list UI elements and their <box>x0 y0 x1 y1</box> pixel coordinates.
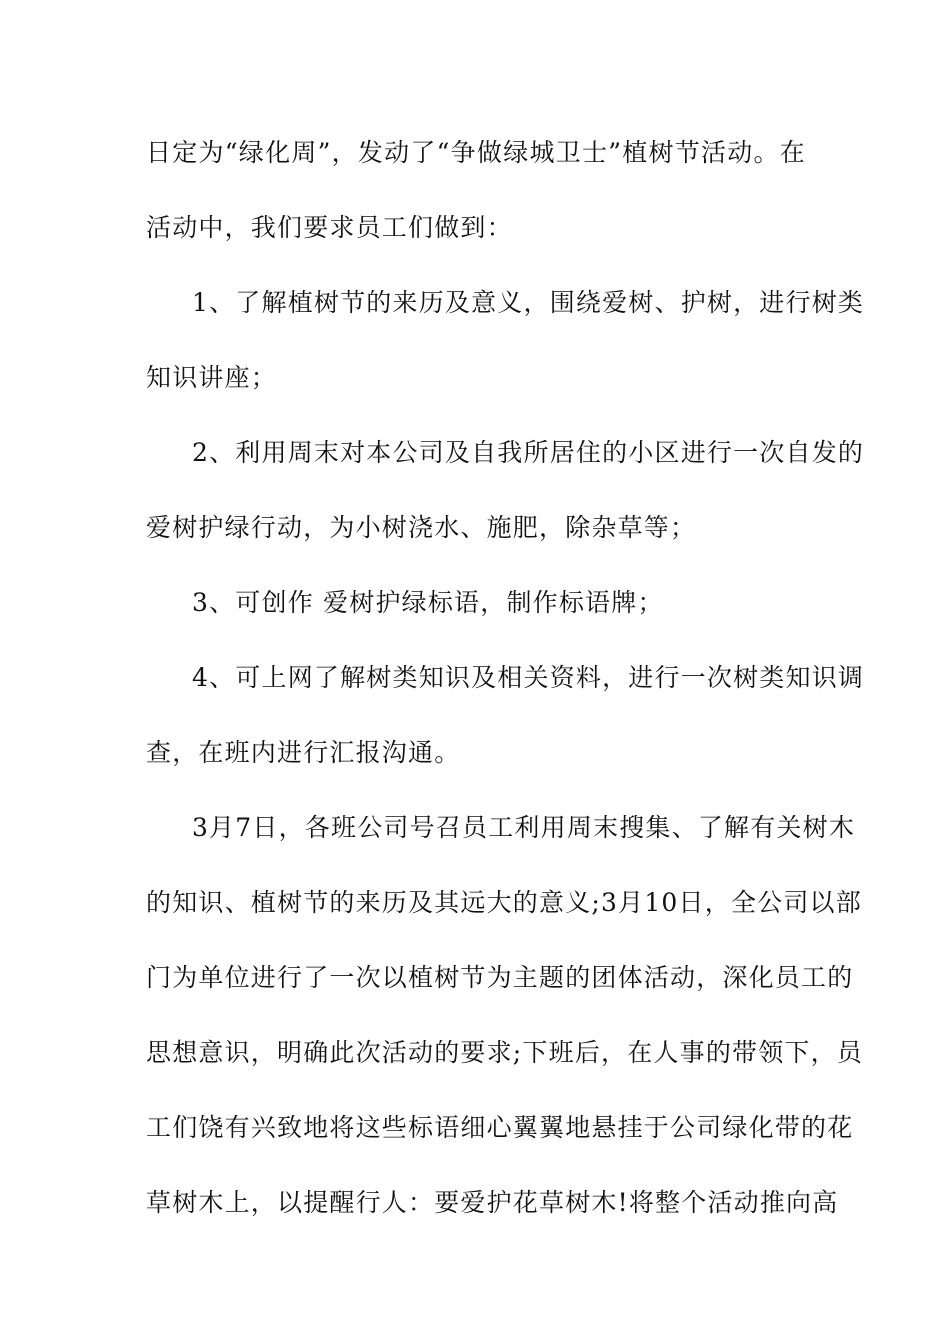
list-item-2-line-1: 2、利用周末对本公司及自我所居住的小区进行一次自发的 <box>192 438 865 467</box>
list-item-4-line-2: 查，在班内进行汇报沟通。 <box>146 738 461 767</box>
paragraph-2-line-3: 门为单位进行了一次以植树节为主题的团体活动，深化员工的 <box>146 963 854 992</box>
paragraph-2-line-2: 的知识、植树节的来历及其远大的意义;3月10日，全公司以部 <box>146 888 862 917</box>
paragraph-2-line-1: 3月7日，各班公司号召员工利用周末搜集、了解有关树木 <box>192 813 856 842</box>
paragraph-2-line-6: 草树木上，以提醒行人：要爱护花草树木!将整个活动推向高 <box>146 1188 839 1217</box>
paragraph-line-2: 活动中，我们要求员工们做到： <box>146 213 513 242</box>
list-item-1-line-2: 知识讲座； <box>146 363 278 392</box>
list-item-3: 3、可创作 爱树护绿标语，制作标语牌； <box>192 588 664 617</box>
list-item-4-line-1: 4、可上网了解树类知识及相关资料，进行一次树类知识调 <box>192 663 865 692</box>
paragraph-line-1: 日定为“绿化周”，发动了“争做绿城卫士”植树节活动。在 <box>146 138 806 167</box>
list-item-2-line-2: 爱树护绿行动，为小树浇水、施肥，除杂草等； <box>146 513 697 542</box>
list-item-1-line-1: 1、了解植树节的来历及意义，围绕爱树、护树，进行树类 <box>192 288 865 317</box>
paragraph-2-line-5: 工们饶有兴致地将这些标语细心翼翼地悬挂于公司绿化带的花 <box>146 1113 854 1142</box>
paragraph-2-line-4: 思想意识，明确此次活动的要求;下班后，在人事的带领下，员 <box>146 1038 864 1067</box>
